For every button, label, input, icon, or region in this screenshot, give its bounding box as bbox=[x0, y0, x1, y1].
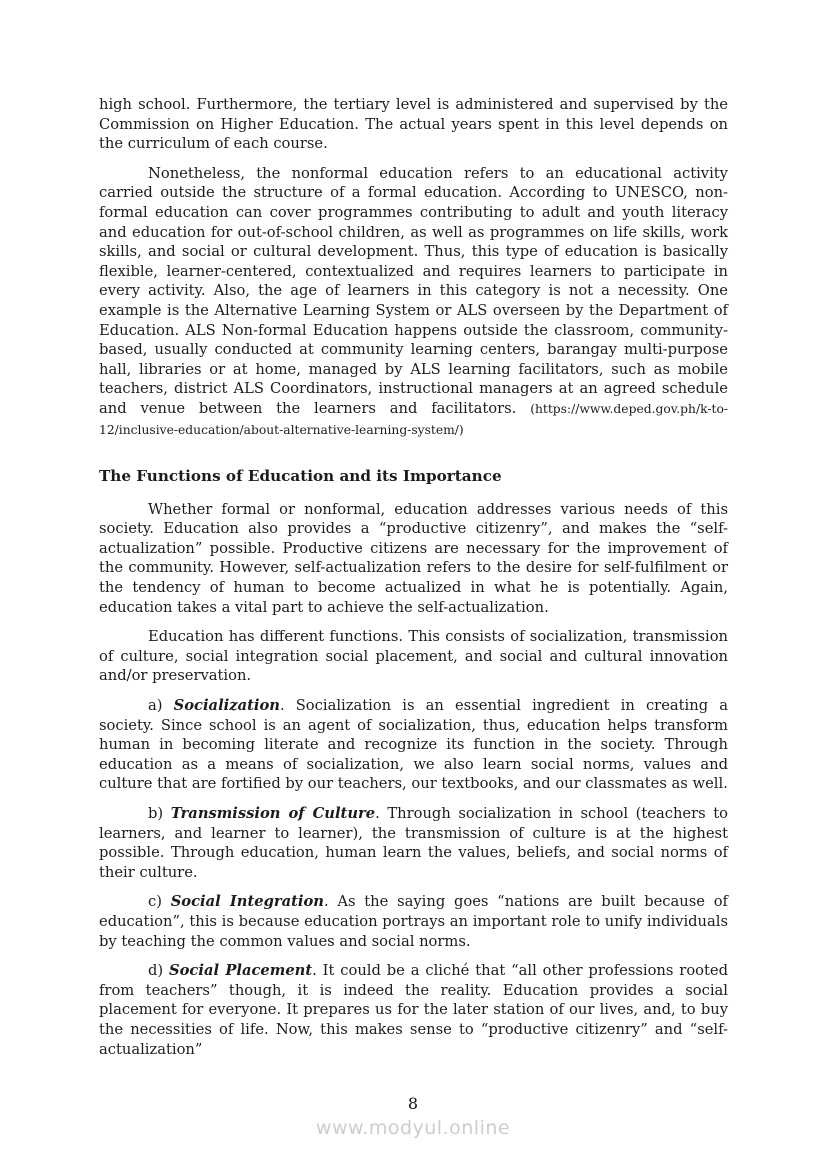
item-text: . Through socialization in school (teachers to learners, and learner to learner), the transmission of culture is at the highest possible. Through education, human learn the values, beliefs, and social norms of their culture. bbox=[99, 805, 728, 881]
item-text: . Socialization is an essential ingredient in creating a society. Since school is an agent of socialization, thus, education helps transform human in becoming literate and recognize its function in the society. Through education as a means of socialization, we also learn social norms, values and culture that are fortified by our teachers, our textbooks, and our classmates as well. bbox=[99, 697, 728, 793]
item-text: . As the saying goes “nations are built because of education”, this is because education portrays an important role to unify individuals by teaching the common values and social norms. bbox=[99, 893, 728, 950]
item-lead: c) bbox=[148, 893, 171, 911]
list-item-transmission-of-culture bbox=[99, 804, 728, 882]
item-lead: b) bbox=[148, 805, 171, 822]
section-heading: The Functions of Education and its Importance bbox=[99, 467, 502, 486]
item-term: Social Placement bbox=[169, 962, 313, 980]
item-lead: d) bbox=[148, 962, 170, 980]
item-term: Transmission of Culture bbox=[170, 805, 376, 822]
list-item-social-placement bbox=[99, 961, 728, 1059]
list-item-socialization bbox=[99, 696, 728, 794]
item-term: Social Integration bbox=[170, 893, 324, 911]
paragraph-tertiary-level: high school. Furthermore, the tertiary level is administered and supervised by the Commission on Higher Education. The actual years spent in this level depends on the curriculum of each course. bbox=[99, 96, 728, 153]
paragraph-nonformal-education bbox=[99, 164, 728, 440]
paragraph-text: Nonetheless, the nonformal education refers to an educational activity carried outside the structure of a formal education. According to UNESCO, non-formal education can cover programmes contributing to adult and youth literacy and education for out-of-school children, as well as programmes on life skills, work skills, and social or cultural development. Thus, this type of education is basically flexible, learner-centered, contextualized and requires learners to participate in every activity. Also, the age of learners in this category is not a necessity. One example is the Alternative Learning System or ALS overseen by the Department of Education. ALS Non-formal Education happens outside the classroom, community-based, usually conducted at community learning centers, barangay multi-purpose hall, libraries or at home, managed by ALS learning facilitators, such as mobile teachers, district ALS Coordinators, instructional managers at an agreed schedule and venue between the learners and facilitators. bbox=[99, 164, 728, 417]
watermark: www.modyul.online bbox=[315, 1117, 511, 1139]
item-term: Socialization bbox=[173, 697, 280, 715]
paragraph-functions-list: Education has different functions. This consists of socialization, transmission of culture, social integration social placement, and social and cultural innovation and/or preservation. bbox=[99, 628, 728, 685]
paragraph-functions-intro: Whether formal or nonformal, education addresses various needs of this society. Education also provides a “productive citizenry”, and makes the “self-actualization” possible. Productive citizens are necessary for the improvement of the community. However, self-actualization refers to the desire for self-fulfilment or the tendency of human to become actualized in what he is potentially. Again, education takes a vital part to achieve the self-actualization. bbox=[99, 500, 728, 616]
item-lead: a) bbox=[148, 697, 174, 715]
source-url: (https://www.deped.gov.ph/k-to-12/inclusive-education/about-alternative-learning-system/) bbox=[99, 401, 728, 437]
page-number: 8 bbox=[407, 1094, 419, 1113]
list-item-social-integration bbox=[99, 892, 728, 951]
item-text: . It could be a cliché that “all other professions rooted from teachers” though, it is indeed the reality. Education provides a social placement for everyone. It prepares us for the later station of our lives, and, to buy the necessities of life. Now, this makes sense to “productive citizenry” and “self-actualization” bbox=[99, 962, 729, 1058]
page-content bbox=[99, 95, 728, 1069]
